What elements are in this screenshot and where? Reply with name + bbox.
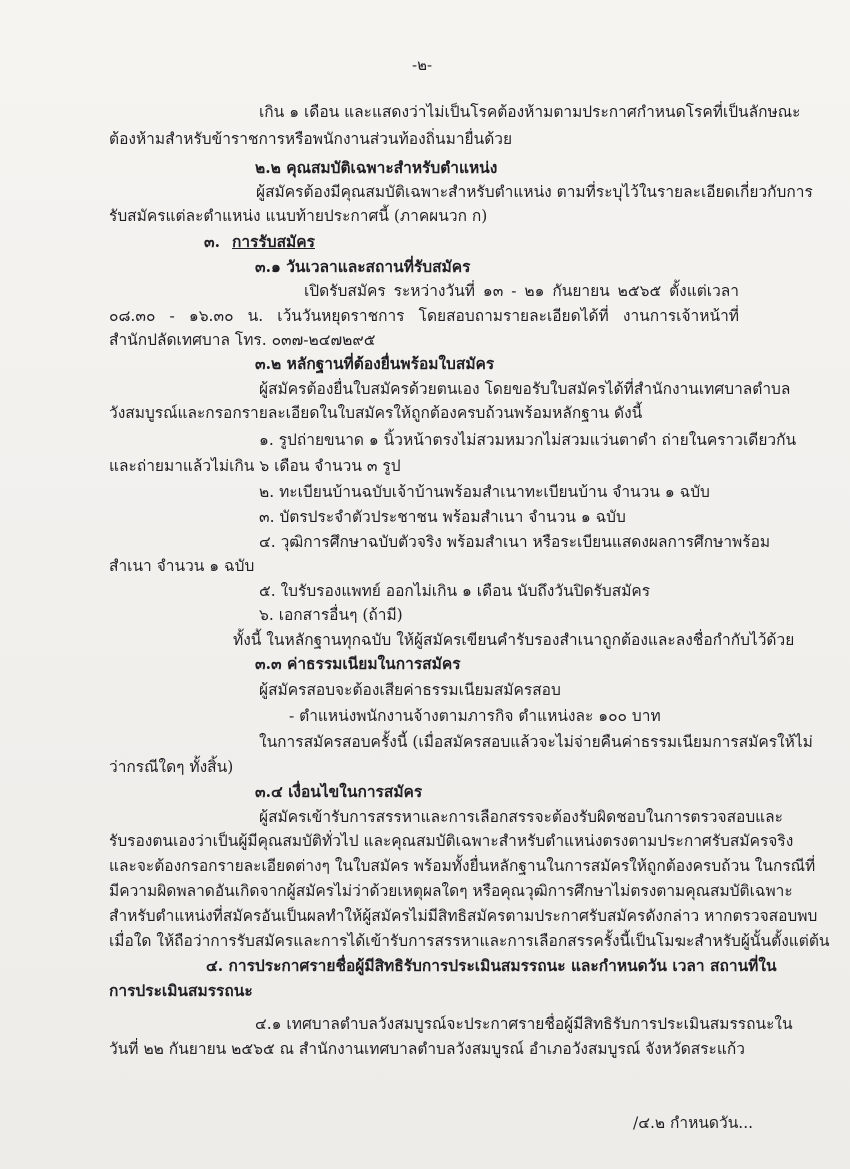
paragraph-line: ผู้สมัครต้องมีคุณสมบัติเฉพาะสำหรับตำแหน่ง ตามที่ระบุไว้ในรายละเอียดเกี่ยวกับการ <box>256 183 813 201</box>
paragraph-line: ต้องห้ามสำหรับข้าราชการหรือพนักงานส่วนท้องถิ่นมายื่นด้วย <box>109 130 513 148</box>
section-heading: การประเมินสมรรถนะ <box>109 981 253 1000</box>
paragraph-line: รับรองตนเองว่าเป็นผู้มีคุณสมบัติทั่วไป และคุณสมบัติเฉพาะสำหรับตำแหน่งตรงตามประกาศรับสมัครจริง <box>109 832 794 850</box>
paragraph-line: วังสมบูรณ์และกรอกรายละเอียดในใบสมัครให้ถูกต้องครบถ้วนพร้อมหลักฐาน ดังนี้ <box>109 404 643 422</box>
fee-item: - ตำแหน่งพนักงานจ้างตามภารกิจ ตำแหน่งละ ๑๐๐ บาท <box>289 707 661 725</box>
paragraph-line: รับสมัครแต่ละตำแหน่ง แนบท้ายประกาศนี้ (ภาคผนวก ก) <box>109 207 488 225</box>
section-heading: ๔. การประกาศรายชื่อผู้มีสิทธิรับการประเมินสมรรถนะ และกำหนดวัน เวลา สถานที่ใน <box>206 956 777 975</box>
list-item: ๒. ทะเบียนบ้านฉบับเจ้าบ้านพร้อมสำเนาทะเบียนบ้าน จำนวน ๑ ฉบับ <box>259 483 710 501</box>
paragraph-line: สำหรับตำแหน่งที่สมัครอันเป็นผลทำให้ผู้สมัครไม่มีสิทธิสมัครตามประกาศรับสมัครดังกล่าว หากตรวจสอบพบ <box>109 907 818 925</box>
paragraph-line: เมื่อใด ให้ถือว่าการรับสมัครและการได้เข้ารับการสรรหาและการเลือกสรรครั้งนี้เป็นโมฆะสำหรับผู้นั้นตั้งแต่ต้น <box>109 932 830 950</box>
list-item: ๑. รูปถ่ายขนาด ๑ นิ้วหน้าตรงไม่สวมหมวกไม่สวมแว่นตาดำ ถ่ายในคราวเดียวกัน <box>259 431 797 449</box>
section-number: ๓. <box>204 232 220 251</box>
paragraph-line: ทั้งนี้ ในหลักฐานทุกฉบับ ให้ผู้สมัครเขียนคำรับรองสำเนาถูกต้องและลงชื่อกำกับไว้ด้วย <box>233 631 795 649</box>
paragraph-line: สำนักปลัดเทศบาล โทร. ๐๓๗-๒๔๗๒๙๕ <box>109 331 376 349</box>
list-item: ๕. ใบรับรองแพทย์ ออกไม่เกิน ๑ เดือน นับถึงวันปิดรับสมัคร <box>259 582 651 600</box>
section-heading: ๓.๔ เงื่อนไขในการสมัคร <box>255 782 423 801</box>
list-item: ๔. วุฒิการศึกษาฉบับตัวจริง พร้อมสำเนา หรือระเบียนแสดงผลการศึกษาพร้อม <box>259 533 771 551</box>
paragraph-line: ๔.๑ เทศบาลตำบลวังสมบูรณ์จะประกาศรายชื่อผู้มีสิทธิรับการประเมินสมรรถนะใน <box>255 1015 793 1033</box>
page-number: -๒- <box>412 56 433 74</box>
list-item: ๓. บัตรประจำตัวประชาชน พร้อมสำเนา จำนวน ๑ ฉบับ <box>259 508 626 526</box>
paragraph-line: ผู้สมัครเข้ารับการสรรหาและการเลือกสรรจะต้องรับผิดชอบในการตรวจสอบและ <box>259 808 783 826</box>
paragraph-line: มีความผิดพลาดอันเกิดจากผู้สมัครไม่ว่าด้วยเหตุผลใดๆ หรือคุณวุฒิการศึกษาไม่ตรงตามคุณสมบัติเฉพาะ <box>109 882 793 900</box>
list-item: และถ่ายมาแล้วไม่เกิน ๖ เดือน จำนวน ๓ รูป <box>109 457 401 475</box>
list-item: ๖. เอกสารอื่นๆ (ถ้ามี) <box>259 606 403 624</box>
paragraph-line: วันที่ ๒๒ กันยายน ๒๕๖๕ ณ สำนักงานเทศบาลตำบลวังสมบูรณ์ อำเภอวังสมบูรณ์ จังหวัดสระแก้ว <box>109 1040 745 1058</box>
paragraph-line: ผู้สมัครต้องยื่นใบสมัครด้วยตนเอง โดยขอรับใบสมัครได้ที่สำนักงานเทศบาลตำบล <box>259 380 791 398</box>
paragraph-line: เกิน ๑ เดือน และแสดงว่าไม่เป็นโรคต้องห้ามตามประกาศกำหนดโรคที่เป็นลักษณะ <box>259 103 801 121</box>
list-item: สำเนา จำนวน ๑ ฉบับ <box>109 557 255 575</box>
section-heading: ๓.๑ วันเวลาและสถานที่รับสมัคร <box>255 257 471 276</box>
paragraph-line: เปิดรับสมัคร ระหว่างวันที่ ๑๓ - ๒๑ กันยายน ๒๕๖๕ ตั้งแต่เวลา <box>304 282 739 300</box>
paragraph-line: ผู้สมัครสอบจะต้องเสียค่าธรรมเนียมสมัครสอบ <box>259 681 561 699</box>
paragraph-line: ว่ากรณีใดๆ ทั้งสิ้น) <box>109 758 234 776</box>
section-heading: การรับสมัคร <box>232 232 315 251</box>
paragraph-line: และจะต้องกรอกรายละเอียดต่างๆ ในใบสมัคร พร้อมทั้งยื่นหลักฐานในการสมัครให้ถูกต้องครบถ้วน ในกรณีที่ <box>109 857 816 875</box>
paragraph-line: ในการสมัครสอบครั้งนี้ (เมื่อสมัครสอบแล้วจะไม่จ่ายคืนค่าธรรมเนียมการสมัครให้ไม่ <box>259 733 813 751</box>
section-heading: ๓.๒ หลักฐานที่ต้องยื่นพร้อมใบสมัคร <box>255 354 495 373</box>
paragraph-line: ๐๘.๓๐ - ๑๖.๓๐ น. เว้นวันหยุดราชการ โดยสอบถามรายละเอียดได้ที่ งานการเจ้าหน้าที่ <box>109 307 739 325</box>
section-heading: ๓.๓ ค่าธรรมเนียมในการสมัคร <box>255 654 461 673</box>
continuation-note: /๔.๒ กำหนดวัน... <box>633 1114 754 1132</box>
section-heading: ๒.๒ คุณสมบัติเฉพาะสำหรับตำแหน่ง <box>255 158 498 177</box>
